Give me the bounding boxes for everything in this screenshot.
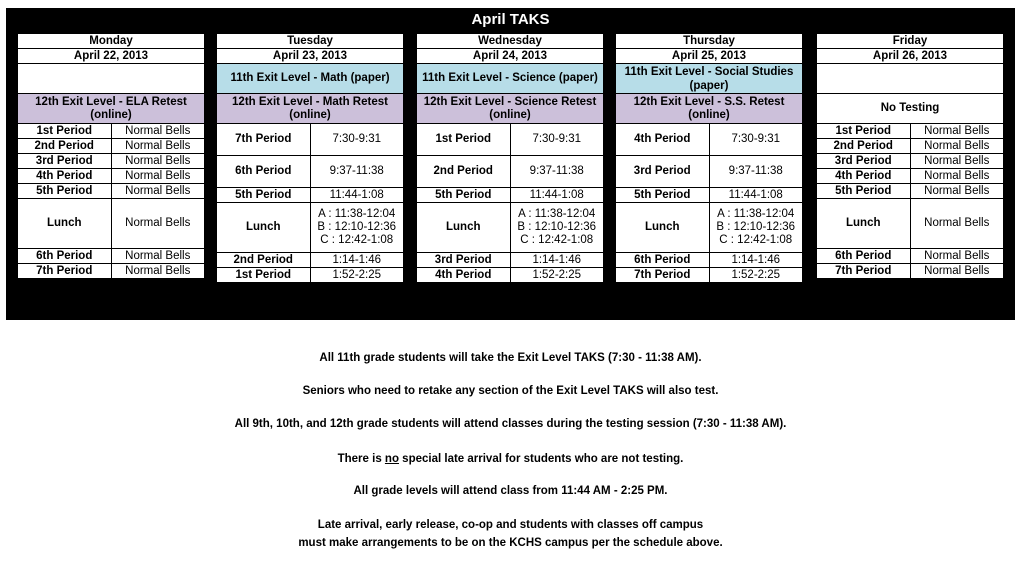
period-time: 7:30-9:31: [709, 124, 803, 156]
day-date: April 25, 2013: [616, 49, 803, 64]
lunch-b: B : 12:10-12:36: [517, 221, 597, 233]
friday-column: [816, 33, 1004, 279]
day-name: Tuesday: [217, 34, 404, 49]
period-time: 1:52-2:25: [510, 268, 604, 283]
period-time: 9:37-11:38: [709, 156, 803, 188]
note-late-arrival: [0, 453, 1021, 465]
period-label: 7th Period: [817, 264, 911, 279]
note-text: special late arrival for students who are not testing.: [398, 453, 684, 465]
empty-cell: [18, 64, 205, 94]
period-time: 11:44-1:08: [310, 188, 404, 203]
day-date: April 24, 2013: [417, 49, 604, 64]
period-time: Normal Bells: [910, 249, 1004, 264]
period-time: 7:30-9:31: [510, 124, 604, 156]
period-label: 4th Period: [817, 169, 911, 184]
exit-level-cell: 11th Exit Level - Social Studies (paper): [616, 64, 803, 94]
period-time: 1:52-2:25: [310, 268, 404, 283]
period-label: 4th Period: [417, 268, 511, 283]
lunch-time: Normal Bells: [910, 199, 1004, 249]
period-label: 5th Period: [417, 188, 511, 203]
lunch-label: Lunch: [417, 203, 511, 253]
period-time: Normal Bells: [910, 184, 1004, 199]
period-label: 7th Period: [18, 264, 112, 279]
tuesday-column: [216, 33, 404, 283]
period-time: 9:37-11:38: [310, 156, 404, 188]
period-label: 2nd Period: [18, 139, 112, 154]
period-time: 1:14-1:46: [510, 253, 604, 268]
period-label: 4th Period: [18, 169, 112, 184]
period-label: 4th Period: [616, 124, 710, 156]
period-time: 11:44-1:08: [709, 188, 803, 203]
period-time: Normal Bells: [910, 169, 1004, 184]
period-time: Normal Bells: [910, 139, 1004, 154]
period-label: 7th Period: [616, 268, 710, 283]
lunch-time: Normal Bells: [111, 199, 205, 249]
period-label: 1st Period: [18, 124, 112, 139]
period-label: 1st Period: [417, 124, 511, 156]
period-time: 1:14-1:46: [310, 253, 404, 268]
retest-cell: 12th Exit Level - Science Retest (online): [417, 94, 604, 124]
schedule-title: April TAKS: [471, 11, 550, 28]
period-time: Normal Bells: [111, 249, 205, 264]
note-11th-grade: All 11th grade students will take the Exit Level TAKS (7:30 - 11:38 AM).: [319, 352, 702, 364]
period-label: 3rd Period: [817, 154, 911, 169]
period-time: 7:30-9:31: [310, 124, 404, 156]
day-date: April 23, 2013: [217, 49, 404, 64]
period-label: 3rd Period: [417, 253, 511, 268]
exit-level-cell: 11th Exit Level - Science (paper): [417, 64, 604, 94]
period-time: Normal Bells: [910, 154, 1004, 169]
lunch-times: [310, 203, 404, 253]
period-time: Normal Bells: [910, 264, 1004, 279]
lunch-c: C : 12:42-1:08: [520, 234, 594, 246]
retest-cell: 12th Exit Level - Math Retest (online): [217, 94, 404, 124]
exit-level-cell: 11th Exit Level - Math (paper): [217, 64, 404, 94]
lunch-a: A : 11:38-12:04: [717, 208, 795, 220]
note-text: There is: [337, 453, 385, 465]
empty-cell: [817, 64, 1004, 94]
period-time: 1:14-1:46: [709, 253, 803, 268]
period-time: Normal Bells: [111, 139, 205, 154]
lunch-times: [510, 203, 604, 253]
period-label: 3rd Period: [616, 156, 710, 188]
day-name: Monday: [18, 34, 205, 49]
day-date: April 22, 2013: [18, 49, 205, 64]
period-label: 2nd Period: [217, 253, 311, 268]
wednesday-column: [416, 33, 604, 283]
lunch-c: C : 12:42-1:08: [320, 234, 394, 246]
day-name: Thursday: [616, 34, 803, 49]
period-time: 9:37-11:38: [510, 156, 604, 188]
lunch-a: A : 11:38-12:04: [518, 208, 596, 220]
period-label: 2nd Period: [417, 156, 511, 188]
thursday-column: [615, 33, 803, 283]
no-testing-cell: No Testing: [817, 94, 1004, 124]
period-time: Normal Bells: [111, 264, 205, 279]
retest-cell: 12th Exit Level - S.S. Retest (online): [616, 94, 803, 124]
period-label: 1st Period: [217, 268, 311, 283]
period-label: 5th Period: [217, 188, 311, 203]
period-time: Normal Bells: [111, 184, 205, 199]
retest-cell: 12th Exit Level - ELA Retest (online): [18, 94, 205, 124]
lunch-a: A : 11:38-12:04: [318, 208, 396, 220]
day-date: April 26, 2013: [817, 49, 1004, 64]
lunch-c: C : 12:42-1:08: [719, 234, 793, 246]
period-label: 6th Period: [217, 156, 311, 188]
period-time: Normal Bells: [910, 124, 1004, 139]
schedule-board: [6, 8, 1015, 320]
period-time: Normal Bells: [111, 169, 205, 184]
period-label: 1st Period: [817, 124, 911, 139]
period-label: 2nd Period: [817, 139, 911, 154]
note-seniors: Seniors who need to retake any section of the Exit Level TAKS will also test.: [302, 385, 719, 397]
period-label: 5th Period: [817, 184, 911, 199]
lunch-label: Lunch: [616, 203, 710, 253]
day-name: Friday: [817, 34, 1004, 49]
lunch-label: Lunch: [817, 199, 911, 249]
period-label: 7th Period: [217, 124, 311, 156]
note-emphasis: no: [384, 453, 399, 465]
lunch-label: Lunch: [18, 199, 112, 249]
lunch-label: Lunch: [217, 203, 311, 253]
period-time: Normal Bells: [111, 154, 205, 169]
note-other-grades: All 9th, 10th, and 12th grade students will attend classes during the testing session (7:30 - 11:38 AM).: [234, 418, 787, 430]
period-label: 5th Period: [18, 184, 112, 199]
period-label: 3rd Period: [18, 154, 112, 169]
period-label: 6th Period: [18, 249, 112, 264]
lunch-b: B : 12:10-12:36: [716, 221, 796, 233]
period-time: Normal Bells: [111, 124, 205, 139]
period-label: 5th Period: [616, 188, 710, 203]
day-name: Wednesday: [417, 34, 604, 49]
period-time: 1:52-2:25: [709, 268, 803, 283]
note-arrangements-2: must make arrangements to be on the KCHS campus per the schedule above.: [298, 537, 723, 549]
lunch-times: [709, 203, 803, 253]
note-all-grades: All grade levels will attend class from 11:44 AM - 2:25 PM.: [353, 485, 668, 497]
monday-column: [17, 33, 205, 279]
lunch-b: B : 12:10-12:36: [317, 221, 397, 233]
period-time: 11:44-1:08: [510, 188, 604, 203]
period-label: 6th Period: [817, 249, 911, 264]
period-label: 6th Period: [616, 253, 710, 268]
note-arrangements-1: Late arrival, early release, co-op and students with classes off campus: [317, 519, 704, 531]
